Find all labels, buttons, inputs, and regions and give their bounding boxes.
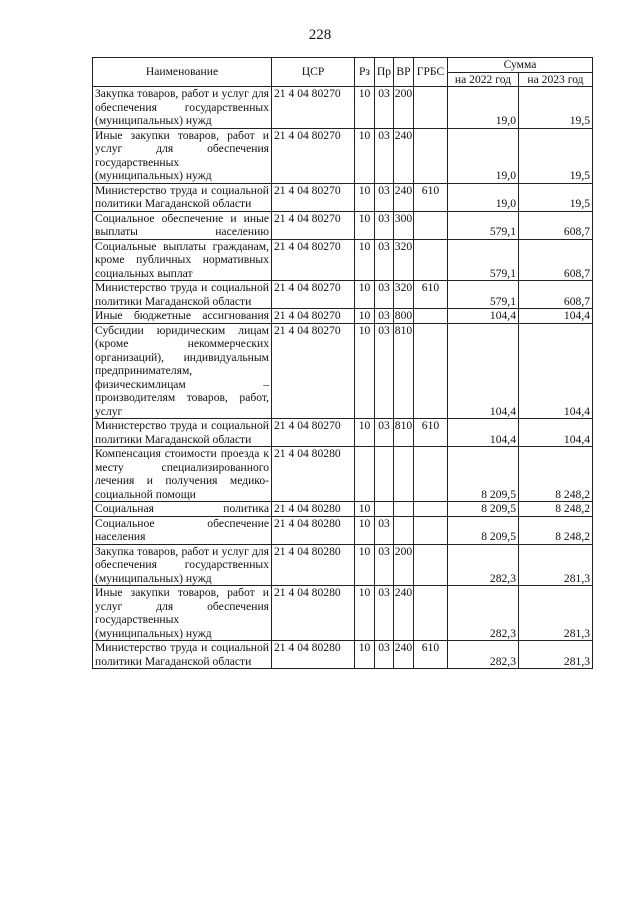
header-csr: ЦСР bbox=[272, 58, 355, 87]
row-sum-2022: 282,3 bbox=[448, 544, 519, 586]
row-grbs bbox=[414, 239, 448, 281]
row-grbs bbox=[414, 447, 448, 502]
row-name: Социальное обеспечение населения bbox=[93, 516, 272, 544]
row-name: Социальное обеспечение и иные выплаты населению bbox=[93, 211, 272, 239]
header-sum: Сумма bbox=[448, 58, 593, 73]
row-csr: 21 4 04 80270 bbox=[272, 211, 355, 239]
row-sum-2022: 104,4 bbox=[448, 323, 519, 419]
row-rz: 10 bbox=[355, 128, 375, 183]
row-name: Закупка товаров, работ и услуг для обеспечения государственных (муниципальных) нужд bbox=[93, 544, 272, 586]
row-rz: 10 bbox=[355, 239, 375, 281]
row-grbs: 610 bbox=[414, 641, 448, 669]
row-vr: 810 bbox=[394, 419, 414, 447]
row-grbs bbox=[414, 516, 448, 544]
row-csr: 21 4 04 80270 bbox=[272, 323, 355, 419]
row-name: Субсидии юридическим лицам (кроме некоммерческих организаций), индивидуальным предпринимателям, физическимлицам – производителям товаров, работ, услуг bbox=[93, 323, 272, 419]
row-rz: 10 bbox=[355, 516, 375, 544]
header-year-2022: на 2022 год bbox=[448, 72, 519, 87]
budget-table bbox=[92, 57, 593, 669]
row-pr: 03 bbox=[375, 87, 394, 129]
row-pr: 03 bbox=[375, 586, 394, 641]
header-vr: ВР bbox=[394, 58, 414, 87]
table-row bbox=[93, 502, 593, 517]
row-sum-2022: 8 209,5 bbox=[448, 516, 519, 544]
row-sum-2022: 282,3 bbox=[448, 586, 519, 641]
row-csr: 21 4 04 80280 bbox=[272, 586, 355, 641]
row-pr bbox=[375, 447, 394, 502]
row-rz: 10 bbox=[355, 641, 375, 669]
row-sum-2023: 8 248,2 bbox=[519, 516, 593, 544]
row-grbs: 610 bbox=[414, 419, 448, 447]
row-vr: 300 bbox=[394, 211, 414, 239]
row-name: Компенсация стоимости проезда к месту специализированного лечения и получения медико-социальной помощи bbox=[93, 447, 272, 502]
row-pr: 03 bbox=[375, 183, 394, 211]
row-rz: 10 bbox=[355, 211, 375, 239]
page-number: 228 bbox=[308, 27, 332, 43]
row-pr bbox=[375, 502, 394, 517]
row-name: Министерство труда и социальной политики Магаданской области bbox=[93, 419, 272, 447]
row-name: Иные бюджетные ассигнования bbox=[93, 309, 272, 324]
row-csr: 21 4 04 80280 bbox=[272, 447, 355, 502]
table-row bbox=[93, 128, 593, 183]
row-name: Закупка товаров, работ и услуг для обеспечения государственных (муниципальных) нужд bbox=[93, 87, 272, 129]
row-pr: 03 bbox=[375, 516, 394, 544]
row-vr: 200 bbox=[394, 87, 414, 129]
row-pr: 03 bbox=[375, 309, 394, 324]
row-rz: 10 bbox=[355, 323, 375, 419]
row-csr: 21 4 04 80280 bbox=[272, 502, 355, 517]
row-grbs bbox=[414, 502, 448, 517]
row-sum-2023: 104,4 bbox=[519, 323, 593, 419]
header-name: Наименование bbox=[93, 58, 272, 87]
row-sum-2022: 8 209,5 bbox=[448, 447, 519, 502]
row-csr: 21 4 04 80270 bbox=[272, 309, 355, 324]
row-csr: 21 4 04 80270 bbox=[272, 419, 355, 447]
row-vr: 240 bbox=[394, 183, 414, 211]
row-sum-2023: 281,3 bbox=[519, 641, 593, 669]
table-row bbox=[93, 183, 593, 211]
row-rz: 10 bbox=[355, 502, 375, 517]
row-sum-2023: 608,7 bbox=[519, 281, 593, 309]
row-vr: 800 bbox=[394, 309, 413, 322]
row-rz: 10 bbox=[355, 544, 375, 586]
header-rz: Рз bbox=[355, 58, 375, 87]
row-sum-2023: 104,4 bbox=[519, 419, 593, 447]
row-csr: 21 4 04 80280 bbox=[272, 544, 355, 586]
row-sum-2022: 282,3 bbox=[448, 641, 519, 669]
row-name: Иные закупки товаров, работ и услуг для обеспечения государственных (муниципальных) нужд bbox=[93, 586, 272, 641]
row-pr: 03 bbox=[375, 281, 394, 309]
row-grbs bbox=[414, 211, 448, 239]
row-csr: 21 4 04 80270 bbox=[272, 183, 355, 211]
table-row bbox=[93, 239, 593, 281]
row-grbs bbox=[414, 87, 448, 129]
row-grbs bbox=[414, 323, 448, 419]
row-pr: 03 bbox=[375, 239, 394, 281]
row-csr: 21 4 04 80270 bbox=[272, 128, 355, 183]
row-grbs: 610 bbox=[414, 281, 448, 309]
row-sum-2022: 19,0 bbox=[448, 183, 519, 211]
row-name: Министерство труда и социальной политики Магаданской области bbox=[93, 641, 272, 669]
table-row bbox=[93, 586, 593, 641]
row-sum-2022: 579,1 bbox=[448, 281, 519, 309]
row-sum-2023: 281,3 bbox=[519, 544, 593, 586]
row-pr: 03 bbox=[375, 544, 394, 586]
row-sum-2023: 8 248,2 bbox=[519, 447, 593, 502]
row-pr: 03 bbox=[375, 211, 394, 239]
row-sum-2023: 281,3 bbox=[519, 586, 593, 641]
row-pr: 03 bbox=[375, 419, 394, 447]
header-year-2023: на 2023 год bbox=[519, 72, 593, 87]
row-sum-2022: 579,1 bbox=[448, 211, 519, 239]
row-rz: 10 bbox=[355, 309, 375, 324]
row-name: Иные закупки товаров, работ и услуг для обеспечения государственных (муниципальных) нужд bbox=[93, 128, 272, 183]
row-grbs bbox=[414, 309, 448, 324]
row-grbs bbox=[414, 544, 448, 586]
row-vr bbox=[394, 516, 414, 544]
row-rz: 10 bbox=[355, 87, 375, 129]
row-rz: 10 bbox=[355, 281, 375, 309]
row-sum-2023: 19,5 bbox=[519, 128, 593, 183]
row-sum-2022: 104,4 bbox=[448, 309, 519, 324]
table-row bbox=[93, 641, 593, 669]
row-grbs bbox=[414, 128, 448, 183]
table-row bbox=[93, 323, 593, 419]
row-rz: 10 bbox=[355, 419, 375, 447]
row-rz: 10 bbox=[355, 586, 375, 641]
row-sum-2023: 19,5 bbox=[519, 183, 593, 211]
row-sum-2022: 104,4 bbox=[448, 419, 519, 447]
row-sum-2023: 608,7 bbox=[519, 239, 593, 281]
row-rz bbox=[355, 447, 375, 502]
table-row bbox=[93, 211, 593, 239]
row-vr: 240 bbox=[394, 586, 414, 641]
row-sum-2023: 104,4 bbox=[519, 309, 593, 324]
row-vr: 200 bbox=[394, 544, 414, 586]
row-sum-2022: 8 209,5 bbox=[448, 502, 519, 517]
row-csr: 21 4 04 80280 bbox=[272, 641, 355, 669]
row-grbs: 610 bbox=[414, 183, 448, 211]
row-csr: 21 4 04 80280 bbox=[272, 516, 355, 544]
row-vr: 810 bbox=[394, 323, 414, 419]
row-vr bbox=[394, 502, 414, 517]
row-csr: 21 4 04 80270 bbox=[272, 281, 355, 309]
row-pr: 03 bbox=[375, 641, 394, 669]
row-sum-2023: 608,7 bbox=[519, 211, 593, 239]
row-name: Министерство труда и социальной политики Магаданской области bbox=[93, 281, 272, 309]
row-rz: 10 bbox=[355, 183, 375, 211]
row-vr: 240 bbox=[394, 128, 414, 183]
row-csr: 21 4 04 80270 bbox=[272, 87, 355, 129]
table-row bbox=[93, 419, 593, 447]
header-pr: Пр bbox=[375, 58, 394, 87]
row-pr: 03 bbox=[375, 323, 394, 419]
row-sum-2022: 19,0 bbox=[448, 128, 519, 183]
table-row bbox=[93, 516, 593, 544]
row-name: Министерство труда и социальной политики Магаданской области bbox=[93, 183, 272, 211]
row-vr: 240 bbox=[394, 641, 414, 669]
row-grbs bbox=[414, 586, 448, 641]
table-row bbox=[93, 281, 593, 309]
row-sum-2023: 19,5 bbox=[519, 87, 593, 129]
row-vr bbox=[394, 447, 414, 502]
header-grbs: ГРБС bbox=[414, 58, 448, 87]
row-sum-2022: 19,0 bbox=[448, 87, 519, 129]
table-row bbox=[93, 309, 593, 324]
row-vr: 320 bbox=[394, 281, 414, 309]
table-row bbox=[93, 87, 593, 129]
row-csr: 21 4 04 80270 bbox=[272, 239, 355, 281]
row-vr: 320 bbox=[394, 239, 414, 281]
table-row bbox=[93, 447, 593, 502]
row-name: Социальная политика bbox=[93, 502, 272, 517]
row-sum-2023: 8 248,2 bbox=[519, 502, 593, 517]
row-pr: 03 bbox=[375, 128, 394, 183]
row-name: Социальные выплаты гражданам, кроме публичных нормативных социальных выплат bbox=[93, 239, 272, 281]
table-row bbox=[93, 544, 593, 586]
row-sum-2022: 579,1 bbox=[448, 239, 519, 281]
